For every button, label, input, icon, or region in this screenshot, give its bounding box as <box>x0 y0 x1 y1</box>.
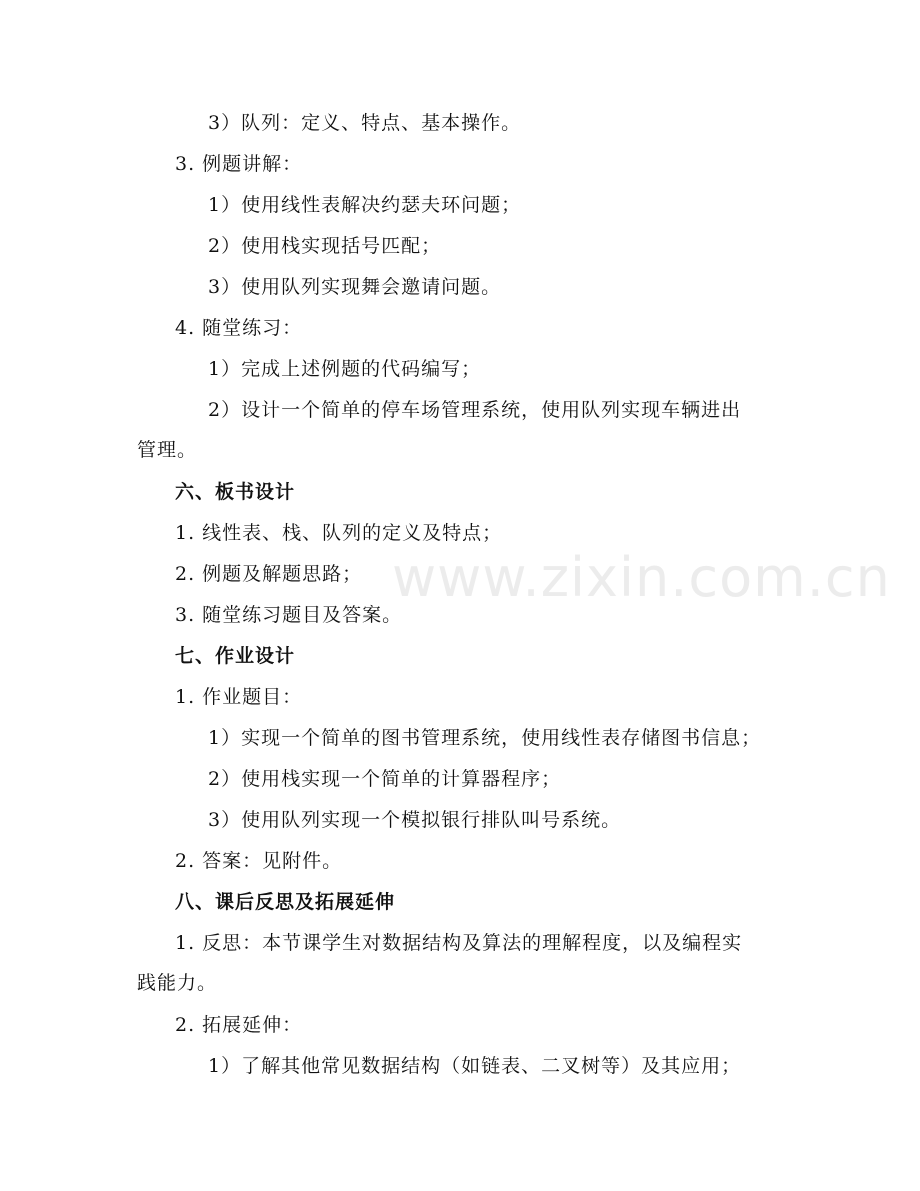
heading-homework-design: 七、作业设计 <box>175 645 296 667</box>
list-item-dance-invitation: 3）使用队列实现舞会邀请问题。 <box>208 276 502 298</box>
section-item-class-practice: 4. 随堂练习： <box>175 317 303 339</box>
list-item-bracket-matching: 2）使用栈实现括号匹配； <box>208 235 442 257</box>
list-item-practice-answers: 3. 随堂练习题目及答案。 <box>175 604 403 626</box>
list-item-parking-system: 2）设计一个简单的停车场管理系统，使用队列实现车辆进出 <box>208 399 742 421</box>
list-item-calculator-program: 2）使用栈实现一个简单的计算器程序； <box>208 768 562 790</box>
heading-blackboard-design: 六、板书设计 <box>175 481 296 503</box>
list-item-reflection-continuation: 践能力。 <box>137 972 218 994</box>
list-item-examples-thinking: 2. 例题及解题思路； <box>175 563 363 585</box>
list-item-other-data-structures: 1）了解其他常见数据结构（如链表、二叉树等）及其应用； <box>208 1055 742 1077</box>
list-item-answers: 2. 答案：见附件。 <box>175 850 343 872</box>
list-item-reflection: 1. 反思：本节课学生对数据结构及算法的理解程度，以及编程实 <box>175 932 743 954</box>
list-item-code-writing: 1）完成上述例题的代码编写； <box>208 358 482 380</box>
section-item-example-explanation: 3. 例题讲解： <box>175 153 303 175</box>
list-item-bank-queue-system: 3）使用队列实现一个模拟银行排队叫号系统。 <box>208 809 622 831</box>
list-item-queue-definition: 3）队列：定义、特点、基本操作。 <box>208 112 522 134</box>
list-item-josephus-problem: 1）使用线性表解决约瑟夫环问题； <box>208 194 522 216</box>
list-item-library-system: 1）实现一个简单的图书管理系统，使用线性表存储图书信息； <box>208 727 762 749</box>
list-item-extension: 2. 拓展延伸： <box>175 1014 303 1036</box>
list-item-parking-system-continuation: 管理。 <box>137 439 198 461</box>
watermark: www.zixin.com.cn <box>392 546 891 609</box>
heading-reflection-extension: 八、课后反思及拓展延伸 <box>175 891 396 913</box>
list-item-definitions-features: 1. 线性表、栈、队列的定义及特点； <box>175 522 503 544</box>
list-item-homework-topics: 1. 作业题目： <box>175 686 303 708</box>
